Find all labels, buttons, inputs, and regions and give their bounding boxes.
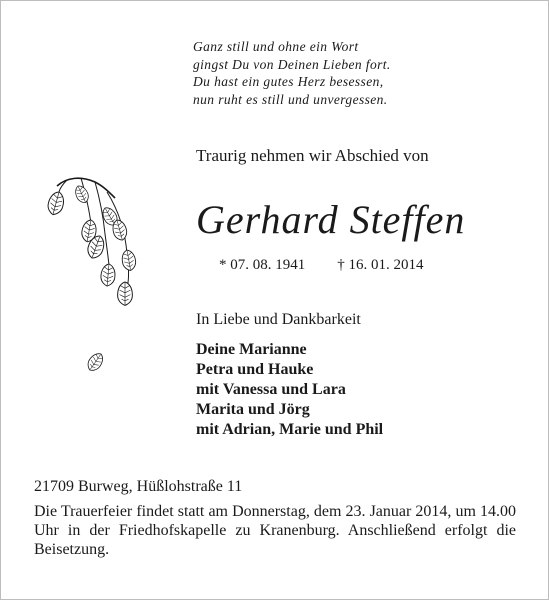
birch-branch-icon (45, 168, 160, 398)
love-line: In Liebe und Dankbarkeit (196, 311, 361, 328)
family-member: Deine Marianne (196, 341, 307, 358)
family-member: Marita und Jörg (196, 401, 310, 418)
death-date: † 16. 01. 2014 (337, 257, 424, 273)
address: 21709 Burweg, Hüßlohstraße 11 (34, 478, 243, 495)
poem (193, 38, 513, 108)
poem-line: nun ruht es still und unvergessen. (193, 91, 388, 107)
birth-date: * 07. 08. 1941 (219, 257, 306, 273)
family-member: Petra und Hauke (196, 361, 314, 378)
poem-line: Du hast ein gutes Herz besessen, (193, 74, 384, 89)
poem-line: gingst Du von Deinen Lieben fort. (193, 56, 391, 72)
family-list (196, 340, 383, 440)
life-dates (219, 257, 424, 274)
deceased-name: Gerhard Steffen (196, 197, 466, 242)
poem-line: Ganz still und ohne ein Wort (193, 39, 359, 54)
farewell-intro: Traurig nehmen wir Abschied von (196, 146, 429, 165)
funeral-note: Die Trauerfeier findet statt am Donnerstag, dem 23. Januar 2014, um 14.00 Uhr in der Friedhofskapelle zu Kranenburg. Anschließend erfolgt die Beisetzung. (34, 503, 516, 558)
family-member: mit Vanessa und Lara (196, 381, 346, 398)
family-member: mit Adrian, Marie und Phil (196, 421, 384, 438)
